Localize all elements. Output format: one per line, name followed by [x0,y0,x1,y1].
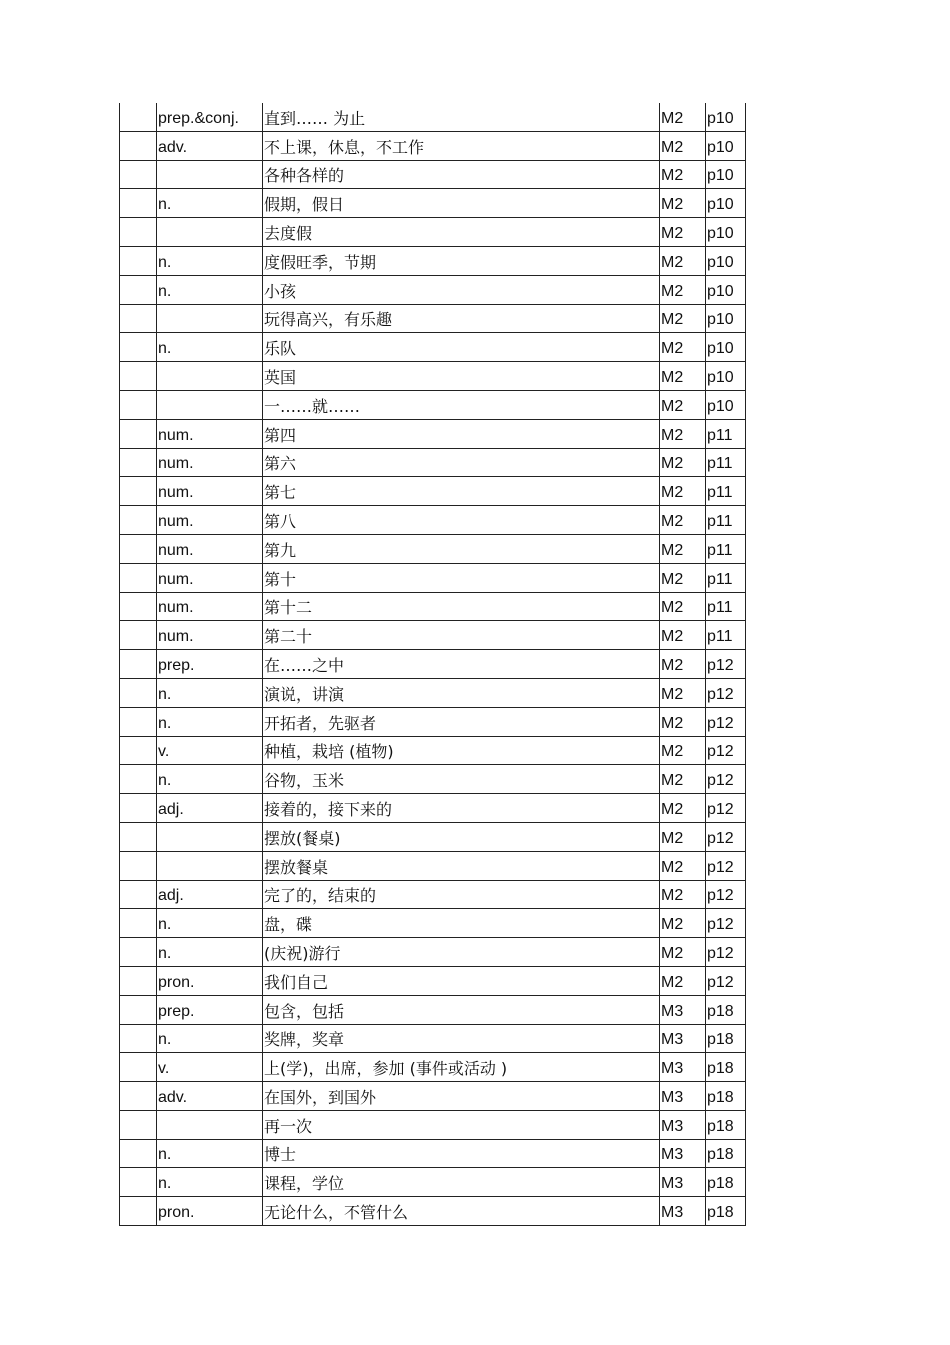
meaning-cell: 在……之中 [263,650,660,679]
meaning-cell: 去度假 [263,218,660,247]
word-cell [120,534,157,563]
vocabulary-table [119,103,746,1226]
part-of-speech-cell [157,822,263,851]
word-cell [120,650,157,679]
part-of-speech-cell: n. [157,275,263,304]
meaning-cell: 各种各样的 [263,160,660,189]
page-cell: p12 [706,822,746,851]
module-cell: M2 [660,563,706,592]
page-cell: p12 [706,650,746,679]
module-cell: M2 [660,534,706,563]
page-cell: p10 [706,103,746,131]
table-row [120,678,746,707]
word-cell [120,1110,157,1139]
page-cell: p11 [706,563,746,592]
part-of-speech-cell [157,851,263,880]
module-cell: M2 [660,448,706,477]
part-of-speech-cell: adj. [157,880,263,909]
page-cell: p10 [706,390,746,419]
table-row [120,218,746,247]
table-row [120,160,746,189]
page-cell: p11 [706,506,746,535]
page-cell: p10 [706,189,746,218]
meaning-cell: 我们自己 [263,966,660,995]
module-cell: M2 [660,246,706,275]
table-row [120,563,746,592]
table-row [120,822,746,851]
part-of-speech-cell: n. [157,189,263,218]
module-cell: M3 [660,1110,706,1139]
module-cell: M2 [660,275,706,304]
word-cell [120,275,157,304]
part-of-speech-cell [157,304,263,333]
meaning-cell: 乐队 [263,333,660,362]
vocabulary-table-body [120,103,746,1226]
page-cell: p10 [706,160,746,189]
page-cell: p11 [706,477,746,506]
table-row [120,1082,746,1111]
page-cell: p12 [706,678,746,707]
module-cell: M2 [660,794,706,823]
table-row [120,304,746,333]
page-cell: p12 [706,765,746,794]
meaning-cell: 谷物，玉米 [263,765,660,794]
word-cell [120,218,157,247]
module-cell: M2 [660,650,706,679]
word-cell [120,1139,157,1168]
part-of-speech-cell: adv. [157,131,263,160]
module-cell: M2 [660,822,706,851]
meaning-cell: 玩得高兴，有乐趣 [263,304,660,333]
word-cell [120,304,157,333]
table-row [120,621,746,650]
word-cell [120,477,157,506]
part-of-speech-cell: num. [157,506,263,535]
module-cell: M2 [660,938,706,967]
part-of-speech-cell [157,390,263,419]
table-row [120,103,746,131]
meaning-cell: 英国 [263,362,660,391]
table-row [120,275,746,304]
table-row [120,995,746,1024]
part-of-speech-cell: num. [157,419,263,448]
word-cell [120,880,157,909]
module-cell: M2 [660,707,706,736]
meaning-cell: 第十 [263,563,660,592]
meaning-cell: 第七 [263,477,660,506]
page-cell: p18 [706,1053,746,1082]
part-of-speech-cell: n. [157,765,263,794]
table-row [120,592,746,621]
table-row [120,909,746,938]
page-cell: p10 [706,131,746,160]
word-cell [120,189,157,218]
part-of-speech-cell: n. [157,707,263,736]
table-row [120,1197,746,1226]
meaning-cell: 第四 [263,419,660,448]
meaning-cell: 第九 [263,534,660,563]
word-cell [120,1197,157,1226]
page-cell: p10 [706,275,746,304]
module-cell: M2 [660,218,706,247]
module-cell: M2 [660,736,706,765]
part-of-speech-cell: v. [157,736,263,765]
table-row [120,938,746,967]
page-cell: p18 [706,1197,746,1226]
meaning-cell: 完了的，结束的 [263,880,660,909]
meaning-cell: 摆放餐桌 [263,851,660,880]
meaning-cell: 假期，假日 [263,189,660,218]
word-cell [120,966,157,995]
word-cell [120,1053,157,1082]
part-of-speech-cell: pron. [157,1197,263,1226]
page-cell: p12 [706,794,746,823]
page-cell: p12 [706,736,746,765]
module-cell: M2 [660,477,706,506]
part-of-speech-cell: n. [157,909,263,938]
part-of-speech-cell: prep. [157,995,263,1024]
word-cell [120,736,157,765]
module-cell: M3 [660,1053,706,1082]
part-of-speech-cell: n. [157,1168,263,1197]
meaning-cell: 直到…… 为止 [263,103,660,131]
module-cell: M3 [660,1197,706,1226]
table-row [120,736,746,765]
table-row [120,419,746,448]
module-cell: M2 [660,621,706,650]
module-cell: M2 [660,189,706,218]
word-cell [120,592,157,621]
page-cell: p12 [706,938,746,967]
meaning-cell: 在国外，到国外 [263,1082,660,1111]
page-cell: p12 [706,707,746,736]
page-cell: p12 [706,851,746,880]
part-of-speech-cell: n. [157,333,263,362]
word-cell [120,909,157,938]
table-row [120,650,746,679]
page-cell: p10 [706,246,746,275]
meaning-cell: 奖牌，奖章 [263,1024,660,1053]
module-cell: M2 [660,592,706,621]
module-cell: M2 [660,103,706,131]
meaning-cell: 再一次 [263,1110,660,1139]
module-cell: M2 [660,160,706,189]
word-cell [120,1082,157,1111]
word-cell [120,448,157,477]
meaning-cell: 包含，包括 [263,995,660,1024]
part-of-speech-cell: n. [157,246,263,275]
page-cell: p10 [706,333,746,362]
meaning-cell: 上(学)，出席，参加 (事件或活动 ) [263,1053,660,1082]
part-of-speech-cell [157,1110,263,1139]
page-cell: p12 [706,909,746,938]
part-of-speech-cell: num. [157,534,263,563]
part-of-speech-cell: prep. [157,650,263,679]
table-row [120,362,746,391]
part-of-speech-cell: num. [157,563,263,592]
meaning-cell: 接着的，接下来的 [263,794,660,823]
table-row [120,707,746,736]
table-row [120,506,746,535]
module-cell: M3 [660,1139,706,1168]
part-of-speech-cell: n. [157,678,263,707]
part-of-speech-cell: num. [157,621,263,650]
meaning-cell: 课程，学位 [263,1168,660,1197]
part-of-speech-cell: num. [157,448,263,477]
meaning-cell: 无论什么，不管什么 [263,1197,660,1226]
meaning-cell: 种植，栽培 (植物) [263,736,660,765]
word-cell [120,506,157,535]
table-row [120,534,746,563]
module-cell: M2 [660,880,706,909]
table-row [120,851,746,880]
word-cell [120,160,157,189]
table-row [120,765,746,794]
module-cell: M2 [660,304,706,333]
module-cell: M3 [660,1082,706,1111]
word-cell [120,563,157,592]
table-row [120,390,746,419]
page-cell: p11 [706,592,746,621]
part-of-speech-cell [157,362,263,391]
table-row [120,1110,746,1139]
table-row [120,477,746,506]
page-cell: p11 [706,621,746,650]
word-cell [120,995,157,1024]
module-cell: M2 [660,419,706,448]
meaning-cell: 一……就…… [263,390,660,419]
part-of-speech-cell: prep.&conj. [157,103,263,131]
module-cell: M2 [660,765,706,794]
word-cell [120,103,157,131]
module-cell: M2 [660,390,706,419]
module-cell: M3 [660,1024,706,1053]
table-row [120,448,746,477]
meaning-cell: 第六 [263,448,660,477]
meaning-cell: (庆祝)游行 [263,938,660,967]
page-cell: p18 [706,1139,746,1168]
word-cell [120,678,157,707]
word-cell [120,1024,157,1053]
meaning-cell: 演说，讲演 [263,678,660,707]
word-cell [120,333,157,362]
part-of-speech-cell: adv. [157,1082,263,1111]
part-of-speech-cell: adj. [157,794,263,823]
page-cell: p10 [706,218,746,247]
part-of-speech-cell [157,160,263,189]
meaning-cell: 小孩 [263,275,660,304]
page-cell: p10 [706,304,746,333]
table-row [120,131,746,160]
word-cell [120,851,157,880]
page-cell: p18 [706,1110,746,1139]
table-row [120,794,746,823]
part-of-speech-cell: n. [157,1139,263,1168]
word-cell [120,938,157,967]
page-cell: p11 [706,419,746,448]
page-cell: p18 [706,1024,746,1053]
page-cell: p18 [706,1168,746,1197]
module-cell: M2 [660,909,706,938]
module-cell: M3 [660,1168,706,1197]
part-of-speech-cell: n. [157,1024,263,1053]
page-cell: p10 [706,362,746,391]
word-cell [120,419,157,448]
module-cell: M2 [660,678,706,707]
word-cell [120,390,157,419]
module-cell: M2 [660,362,706,391]
word-cell [120,621,157,650]
word-cell [120,707,157,736]
page-cell: p11 [706,448,746,477]
table-row [120,1053,746,1082]
part-of-speech-cell [157,218,263,247]
module-cell: M2 [660,506,706,535]
part-of-speech-cell: pron. [157,966,263,995]
table-row [120,1024,746,1053]
module-cell: M2 [660,966,706,995]
meaning-cell: 博士 [263,1139,660,1168]
word-cell [120,246,157,275]
module-cell: M2 [660,333,706,362]
module-cell: M2 [660,851,706,880]
page-cell: p12 [706,880,746,909]
page-cell: p12 [706,966,746,995]
part-of-speech-cell: n. [157,938,263,967]
meaning-cell: 第八 [263,506,660,535]
page-cell: p18 [706,1082,746,1111]
word-cell [120,131,157,160]
meaning-cell: 度假旺季，节期 [263,246,660,275]
module-cell: M2 [660,131,706,160]
part-of-speech-cell: num. [157,592,263,621]
part-of-speech-cell: v. [157,1053,263,1082]
meaning-cell: 第二十 [263,621,660,650]
meaning-cell: 第十二 [263,592,660,621]
word-cell [120,1168,157,1197]
word-cell [120,765,157,794]
table-row [120,880,746,909]
table-row [120,333,746,362]
page-cell: p11 [706,534,746,563]
word-cell [120,822,157,851]
word-cell [120,794,157,823]
table-row [120,189,746,218]
part-of-speech-cell: num. [157,477,263,506]
word-cell [120,362,157,391]
table-row [120,1168,746,1197]
table-row [120,966,746,995]
meaning-cell: 盘，碟 [263,909,660,938]
meaning-cell: 不上课，休息，不工作 [263,131,660,160]
page-cell: p18 [706,995,746,1024]
module-cell: M3 [660,995,706,1024]
meaning-cell: 摆放(餐桌) [263,822,660,851]
table-row [120,1139,746,1168]
table-row [120,246,746,275]
meaning-cell: 开拓者，先驱者 [263,707,660,736]
